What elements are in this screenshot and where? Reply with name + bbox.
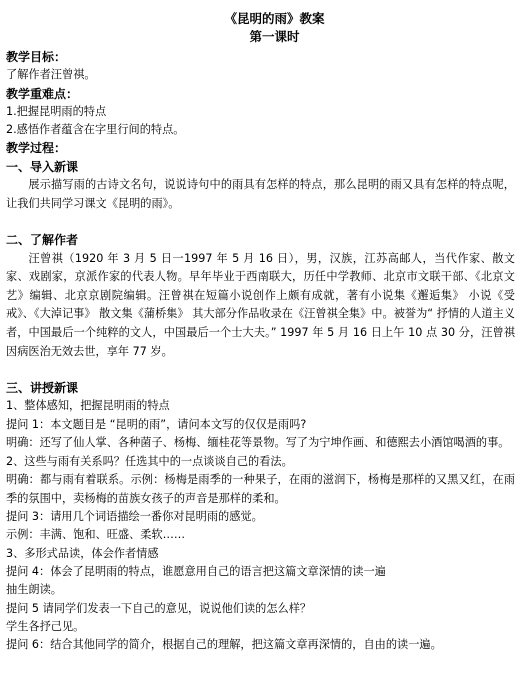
section-2-heading: 二、了解作者 [6,233,79,248]
section-3-line-12: 学生各抒己见。 [6,619,85,633]
section-3-line-10: 抽生朗读。 [6,583,62,597]
section-3-line-9: 提问 4：体会了昆明雨的特点，谁愿意用自己的语言把这篇文章深情的读一遍 [6,564,386,578]
section-3-line-6: 提问 3：请用几个词语描绘一番你对昆明雨的感觉。 [6,510,263,524]
spacer [6,213,515,231]
section-3-line-2: 提问 1：本文题目是 “昆明的雨”，请问本文写的仅仅是雨吗? [6,417,307,431]
section-1-heading: 一、导入新课 [6,159,79,174]
document-title: 《昆明的雨》教案 [224,11,325,26]
section-2-paragraph: 汪曾祺（1920 年 3 月 5 日一1997 年 5 月 16 日），男，汉族，江苏高邮人，当代作家、散文家、戏剧家，京派作家的代表人物。早年毕业于西南联大，历任中学教师、北京市文联干部、《北京文艺》编辑、北京京剧院编辑。汪曾祺在短篇小说创作上颇有成就，著有小说集《邂逅集》 小说《受戒》、《大淖记事》 散文集《蒲桥集》 其大部分作品收录在《汪曾祺全集》中。被誉为“ 抒情的人道主义者，中国最后一个纯粹的文人，中国最后一个士大夫。” 1997 年 5 月 16 日上午 10 点 30 分，汪曾祺因病医治无效去世，享年 77 岁。 [6,251,515,358]
key-item-1: 1.把握昆明雨的特点 [6,104,107,118]
section-3-line-5: 明确：都与雨有着联系。示例：杨梅是雨季的一种果子，在雨的滋润下，杨梅是那样的又黑又红，在雨季的氛围中，卖杨梅的苗族女孩子的声音是那样的柔和。 [6,472,515,505]
section-3-heading: 三、讲授新课 [6,381,79,396]
section-3-line-1: 1、整体感知，把握昆明雨的特点 [6,399,170,413]
section-3-line-7: 示例：丰满、饱和、旺盛、柔软…… [6,528,186,542]
section-1-paragraph: 展示描写雨的古诗文名句，说说诗句中的雨具有怎样的特点，那么昆明的雨又具有怎样的特点呢，让我们共同学习课文《昆明的雨》。 [6,178,515,210]
section-3-line-13: 提问 6：结合其他同学的简介，根据自己的理解，把这篇文章再深情的，自由的读一遍。 [6,638,442,652]
goal-heading: 教学目标： [6,50,67,64]
goal-item: 了解作者汪曾祺。 [6,68,96,82]
key-heading: 教学重难点： [6,86,79,101]
section-3-line-3: 明确：还写了仙人掌、各种菌子、杨梅、缅桂花等景物。写了为宁坤作画、和德熙去小酒馆喝酒的事。 [6,436,510,450]
key-item-2: 2.感悟作者蕴含在字里行间的特点。 [6,123,185,137]
document-subtitle: 第一课时 [249,29,300,44]
section-3-line-8: 3、多形式品读，体会作者情感 [6,546,159,560]
spacer [6,361,515,379]
process-heading: 教学过程： [6,141,67,156]
section-3-line-4: 2、这些与雨有关系吗？任选其中的一点谈谈自己的看法。 [6,454,293,468]
section-3-line-11: 提问 5 请同学们发表一下自己的意见，说说他们读的怎么样？ [6,601,312,615]
